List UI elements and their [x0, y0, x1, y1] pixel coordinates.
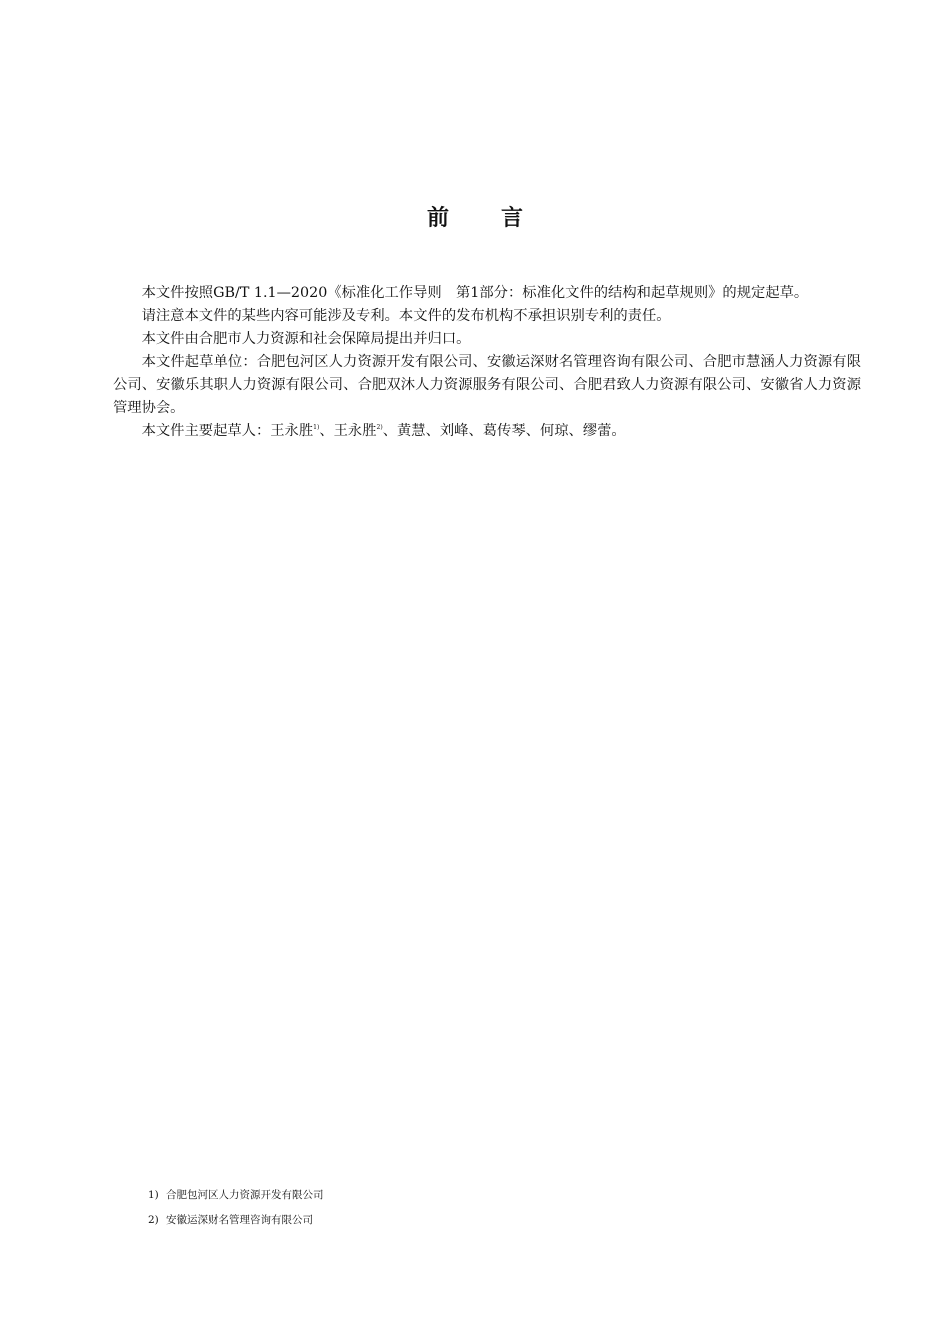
paragraph-patent-notice: 请注意本文件的某些内容可能涉及专利。本文件的发布机构不承担识别专利的责任。 [141, 308, 671, 324]
footnote-1-text: 合肥包河区人力资源开发有限公司 [166, 1189, 324, 1201]
drafters-prefix: 本文件主要起草人： [141, 423, 271, 439]
paragraph-proposer: 本文件由合肥市人力资源和社会保障局提出并归口。 [141, 331, 471, 347]
drafter-name-1: 王永胜 [270, 423, 314, 439]
footnote-2-text: 安徽运深财名管理咨询有限公司 [166, 1214, 313, 1226]
footnote-1-number: 1) [148, 1189, 159, 1201]
paragraph-drafting-units: 本文件起草单位：合肥包河区人力资源开发有限公司、安徽运深财名管理咨询有限公司、合肥市慧涵人力资源有限公司、安徽乐其职人力资源有限公司、合肥双沐人力资源服务有限公司、合肥君致人力资源有限公司、安徽省人力资源管理协会。 [113, 354, 861, 416]
footnote-2-number: 2) [148, 1214, 159, 1226]
footnote-mark-2: 2) [376, 424, 383, 431]
title-char-1: 前 [426, 206, 449, 231]
drafters-rest: 、黄慧、刘峰、葛传琴、何琼、缪蕾。 [382, 423, 626, 439]
title-char-2: 言 [501, 206, 524, 231]
footnotes [148, 1188, 748, 1238]
paragraph-standard-basis: 本文件按照GB/T 1.1—2020《标准化工作导则 第1部分：标准化文件的结构和起草规则》的规定起草。 [141, 285, 809, 301]
drafter-name-2: 王永胜 [333, 423, 377, 439]
page-title [0, 201, 950, 232]
foreword-body [113, 282, 861, 443]
footnote-2 [148, 1213, 748, 1227]
paragraph-drafters [113, 420, 861, 443]
drafter-separator: 、 [319, 423, 334, 439]
footnote-mark-1: 1) [313, 424, 320, 431]
footnote-1 [148, 1188, 748, 1202]
